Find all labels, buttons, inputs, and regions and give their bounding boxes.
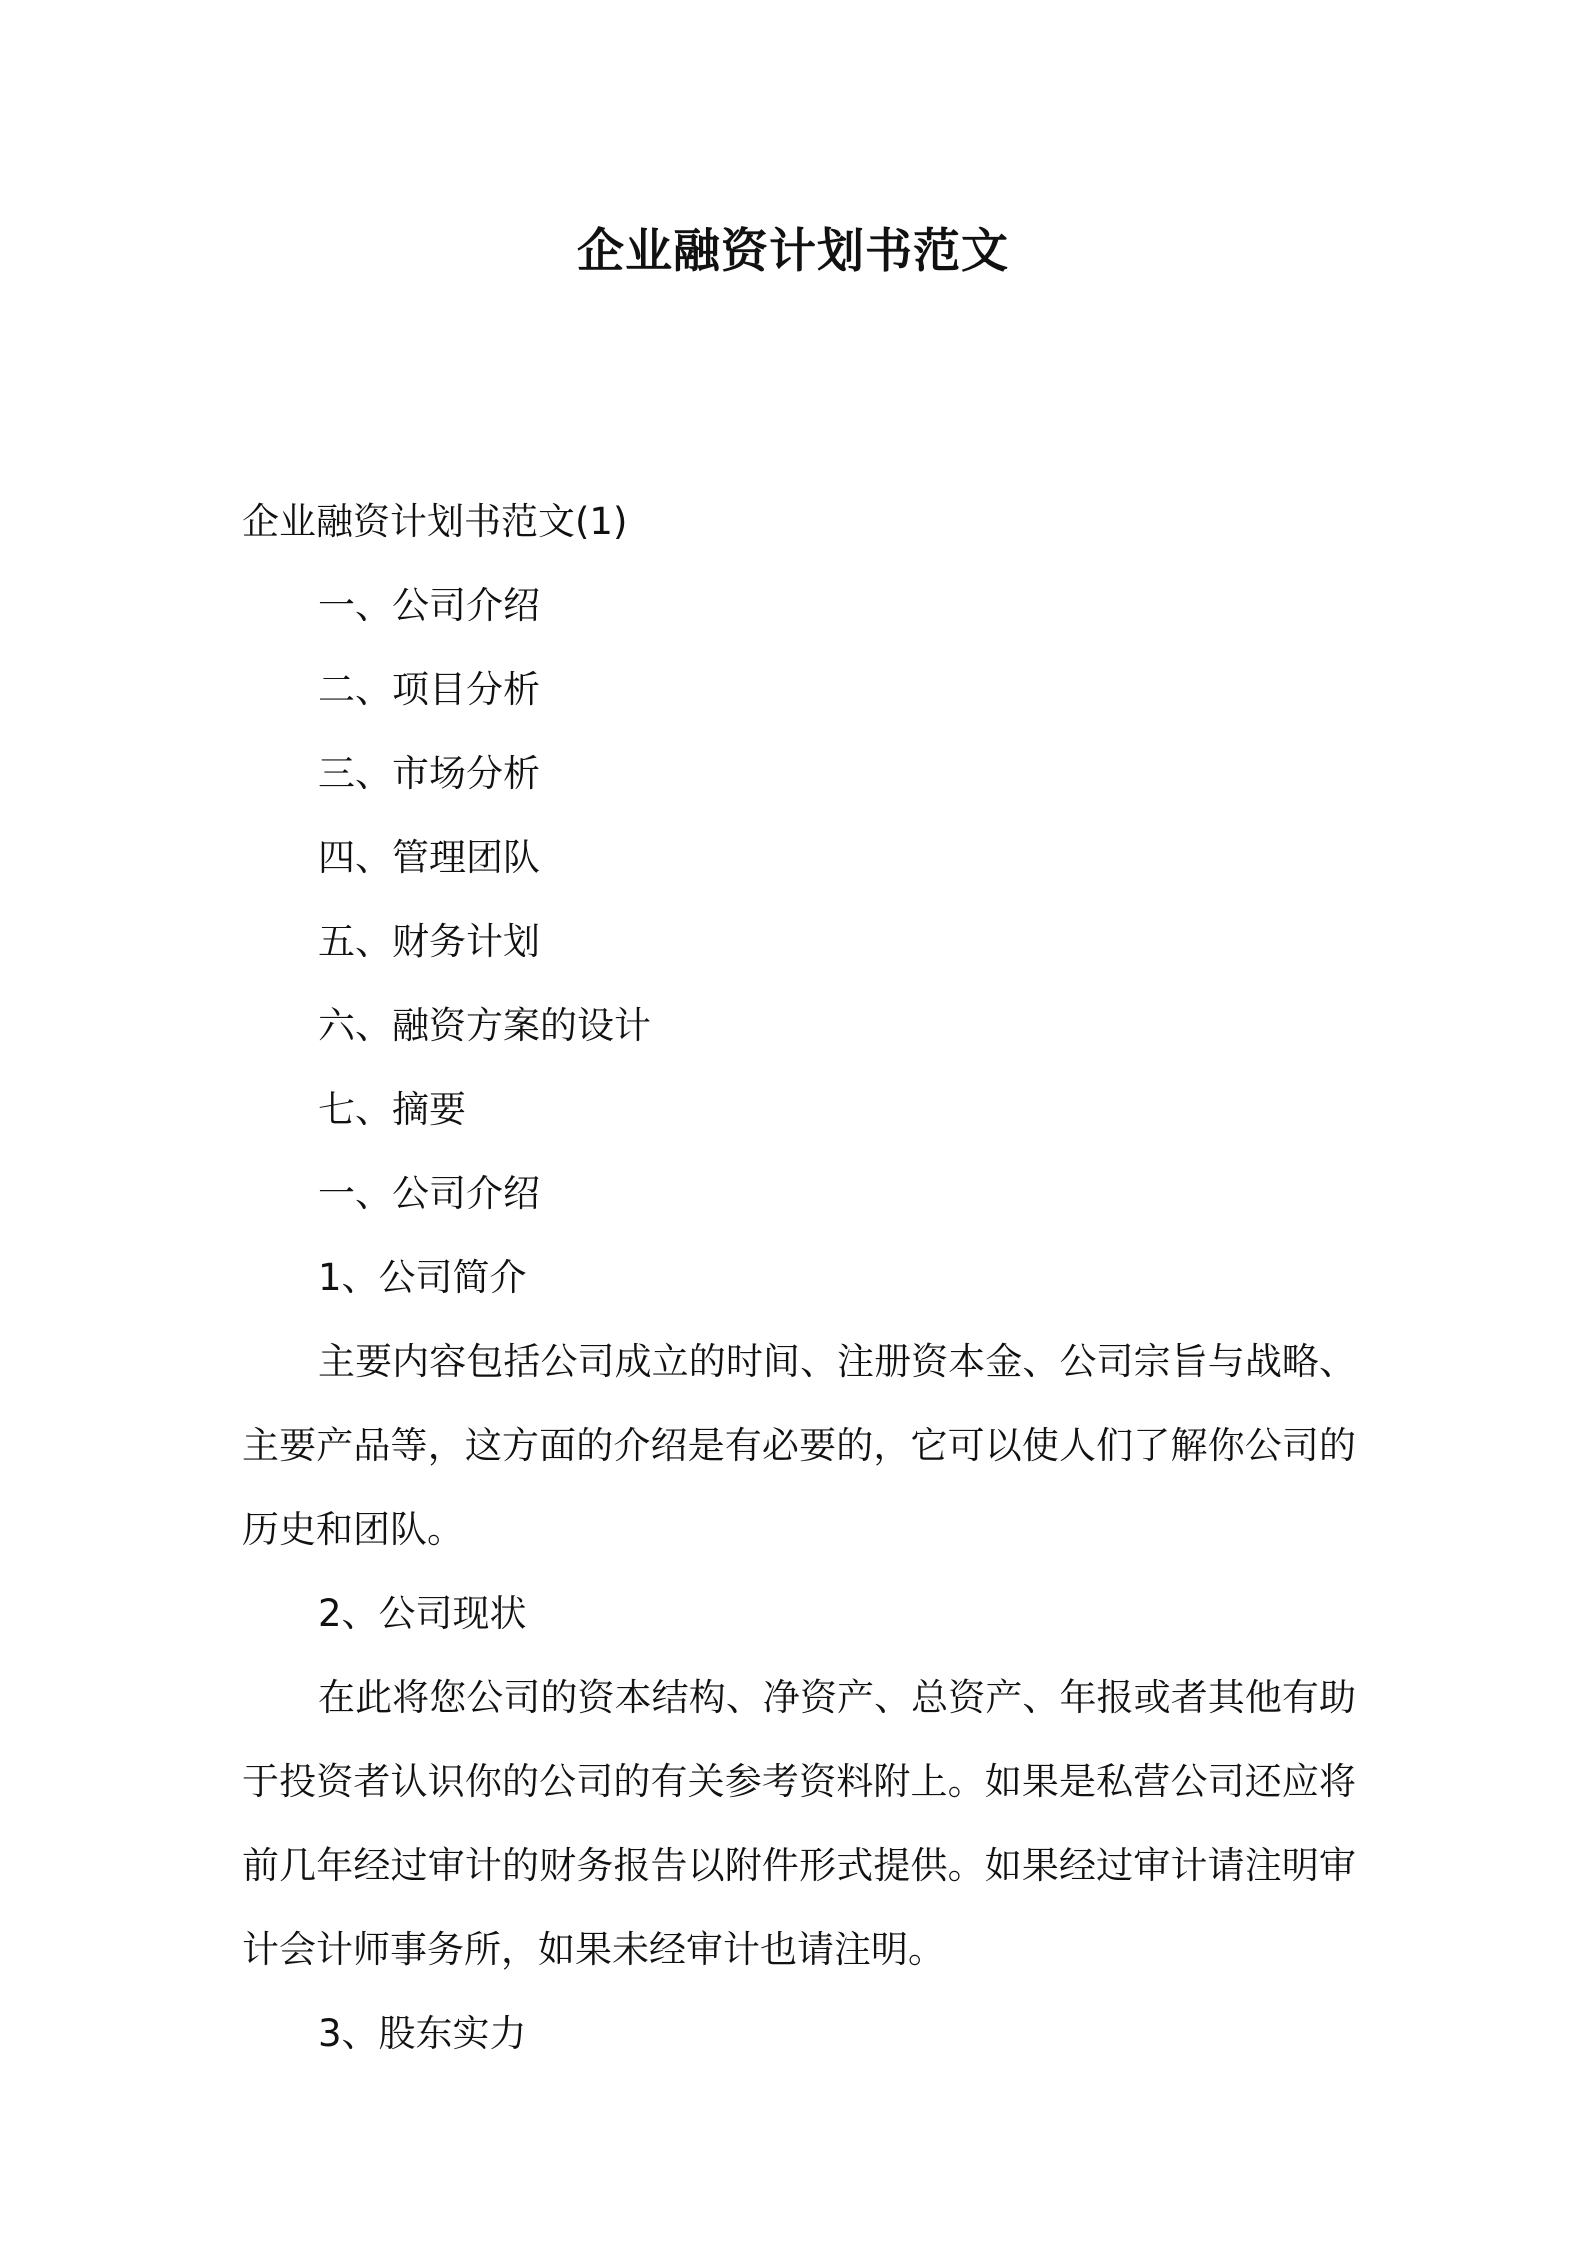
- paragraph-company-status: 在此将您公司的资本结构、净资产、总资产、年报或者其他有助于投资者认识你的公司的有关参考资料附上。如果是私营公司还应将前几年经过审计的财务报告以附件形式提供。如果经过审计请注明审计会计师事务所，如果未经审计也请注明。: [242, 1676, 1356, 1971]
- section-heading: 企业融资计划书范文(1): [242, 500, 628, 543]
- document-body: [242, 480, 1356, 2076]
- subsection-heading-company-status: 2、公司现状: [318, 1592, 527, 1635]
- chapter-heading: 一、公司介绍: [318, 1172, 540, 1215]
- toc-item-2: 二、项目分析: [318, 668, 540, 711]
- toc-item-5: 五、财务计划: [318, 920, 540, 963]
- toc-item-4: 四、管理团队: [318, 836, 540, 879]
- toc-item-1: 一、公司介绍: [318, 584, 540, 627]
- toc-item-3: 三、市场分析: [318, 752, 540, 795]
- toc-item-7: 七、摘要: [318, 1088, 466, 1131]
- toc-item-6: 六、融资方案的设计: [318, 1004, 651, 1047]
- subsection-heading-company-profile: 1、公司简介: [318, 1256, 527, 1299]
- paragraph-company-profile: 主要内容包括公司成立的时间、注册资本金、公司宗旨与战略、主要产品等，这方面的介绍是有必要的，它可以使人们了解你公司的历史和团队。: [242, 1340, 1356, 1551]
- subsection-heading-shareholder-strength: 3、股东实力: [318, 2012, 527, 2055]
- document-title: 企业融资计划书范文: [577, 224, 1009, 279]
